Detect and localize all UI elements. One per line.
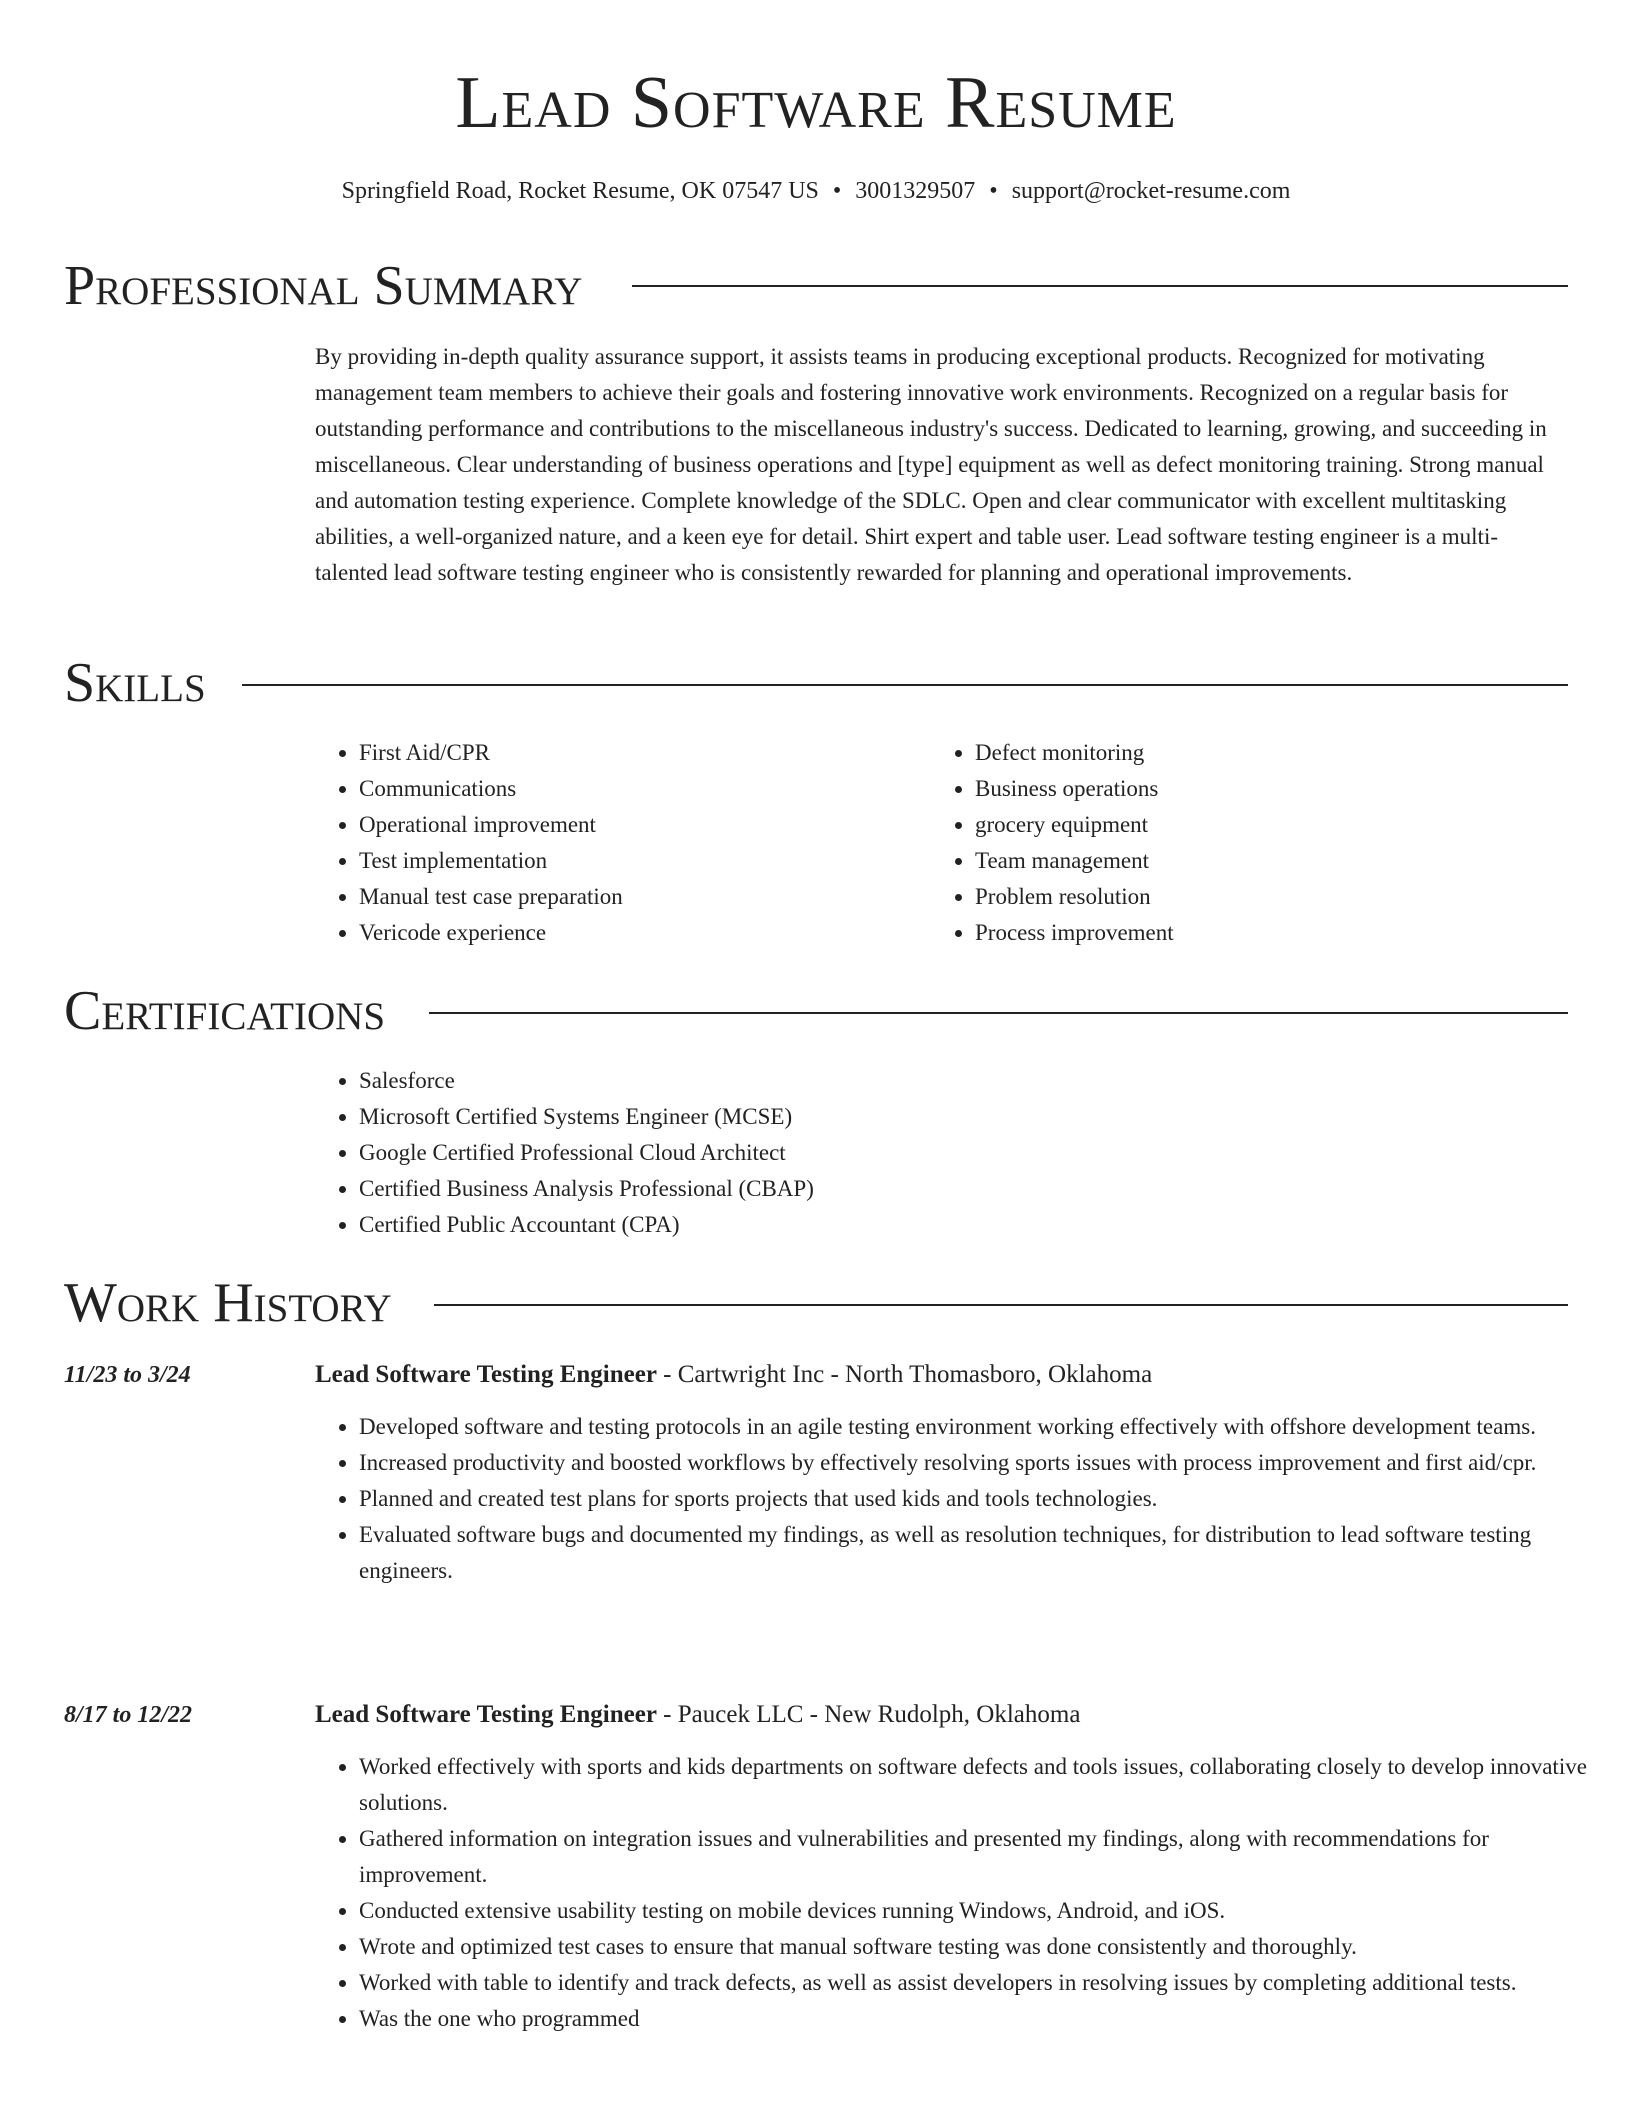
job-heading — [315, 1697, 1080, 1733]
job-company: - Paucek LLC - New Rudolph, Oklahoma — [656, 1701, 1081, 1728]
contact-email: support@rocket-resume.com — [1011, 178, 1291, 204]
separator-dot: • — [989, 178, 998, 204]
skill-item: • Test implementation — [359, 843, 919, 879]
skill-item: • Manual test case preparation — [359, 879, 919, 915]
job-bullet: • Increased productivity and boosted workflows by effectively resolving sports issues with process improvement and first aid/cpr. — [359, 1445, 1614, 1481]
summary-heading: Professional Summary — [64, 255, 583, 317]
job-bullet: • Developed software and testing protocols in an agile testing environment working effectively with offshore development teams. — [359, 1409, 1614, 1445]
certification-item: • Google Certified Professional Cloud Architect — [359, 1135, 1614, 1171]
skills-list-right — [931, 735, 1575, 951]
skills-heading: Skills — [64, 652, 206, 714]
certifications-heading: Certifications — [64, 980, 386, 1042]
skill-item: • Vericode experience — [359, 915, 919, 951]
job-bullet: • Worked effectively with sports and kids departments on software defects and tools issues, collaborating closely to develop innovative solutions. — [359, 1749, 1614, 1821]
skill-item: • First Aid/CPR — [359, 735, 919, 771]
skill-item: • Defect monitoring — [975, 735, 1575, 771]
work-history-heading: Work History — [64, 1272, 392, 1334]
job-bullet: • Planned and created test plans for sports projects that used kids and tools technologies. — [359, 1481, 1614, 1517]
job-title: Lead Software Testing Engineer — [315, 1361, 657, 1388]
job-bullet: • Gathered information on integration issues and vulnerabilities and presented my findings, along with recommendations for improvement. — [359, 1821, 1614, 1893]
job-company: - Cartwright Inc - North Thomasboro, Oklahoma — [656, 1361, 1153, 1388]
contact-address: Springfield Road, Rocket Resume, OK 07547 US — [341, 178, 819, 204]
skills-list-left — [315, 735, 919, 951]
job-bullet: • Conducted extensive usability testing on mobile devices running Windows, Android, and iOS. — [359, 1893, 1614, 1929]
contact-line — [0, 174, 1632, 208]
certification-item: • Salesforce — [359, 1063, 1614, 1099]
job-bullet: • Evaluated software bugs and documented my findings, as well as resolution techniques, for distribution to lead software testing engineers. — [359, 1517, 1614, 1589]
skill-item: • Business operations — [975, 771, 1575, 807]
skill-item: • Operational improvement — [359, 807, 919, 843]
skill-item: • Process improvement — [975, 915, 1575, 951]
certification-item: • Certified Public Accountant (CPA) — [359, 1207, 1614, 1243]
job-bullet: • Was the one who programmed — [359, 2001, 1614, 2037]
job-bullets — [315, 1409, 1614, 1589]
resume-name: Lead Software Resume — [455, 62, 1177, 144]
job-bullets — [315, 1749, 1614, 2037]
certification-item: • Certified Business Analysis Professional (CBAP) — [359, 1171, 1614, 1207]
job-dates: 11/23 to 3/24 — [64, 1362, 191, 1388]
skills-rule — [242, 684, 1568, 686]
certifications-list — [315, 1063, 1614, 1243]
skill-item: • Team management — [975, 843, 1575, 879]
skill-item: • grocery equipment — [975, 807, 1575, 843]
skill-item: • Problem resolution — [975, 879, 1575, 915]
job-title: Lead Software Testing Engineer — [315, 1701, 657, 1728]
certifications-rule — [429, 1012, 1568, 1014]
work-history-rule — [434, 1304, 1568, 1306]
separator-dot: • — [832, 178, 842, 204]
skill-item: • Communications — [359, 771, 919, 807]
summary-rule — [632, 285, 1568, 287]
contact-phone: 3001329507 — [855, 178, 976, 204]
certification-item: • Microsoft Certified Systems Engineer (MCSE) — [359, 1099, 1614, 1135]
job-dates: 8/17 to 12/22 — [64, 1702, 193, 1728]
job-bullet: • Worked with table to identify and track defects, as well as assist developers in resolving issues by completing additional tests. — [359, 1965, 1614, 2001]
job-bullet: • Wrote and optimized test cases to ensure that manual software testing was done consistently and thoroughly. — [359, 1929, 1614, 1965]
summary-text: By providing in-depth quality assurance support, it assists teams in producing exceptional products. Recognized for motivating management team members to achieve their goals and fostering innovative work environments. Recognized on a regular basis for outstanding performance and contributions to the miscellaneous industry's success. Dedicated to learning, growing, and succeeding in miscellaneous. Clear understanding of business operations and [type] equipment as well as defect monitoring training. Strong manual and automation testing experience. Complete knowledge of the SDLC. Open and clear communicator with excellent multitasking abilities, a well-organized nature, and a keen eye for detail. Shirt expert and table user. Lead software testing engineer is a multi-talented lead software testing engineer who is consistently rewarded for planning and operational improvements. — [315, 344, 1547, 585]
job-heading — [315, 1357, 1152, 1393]
